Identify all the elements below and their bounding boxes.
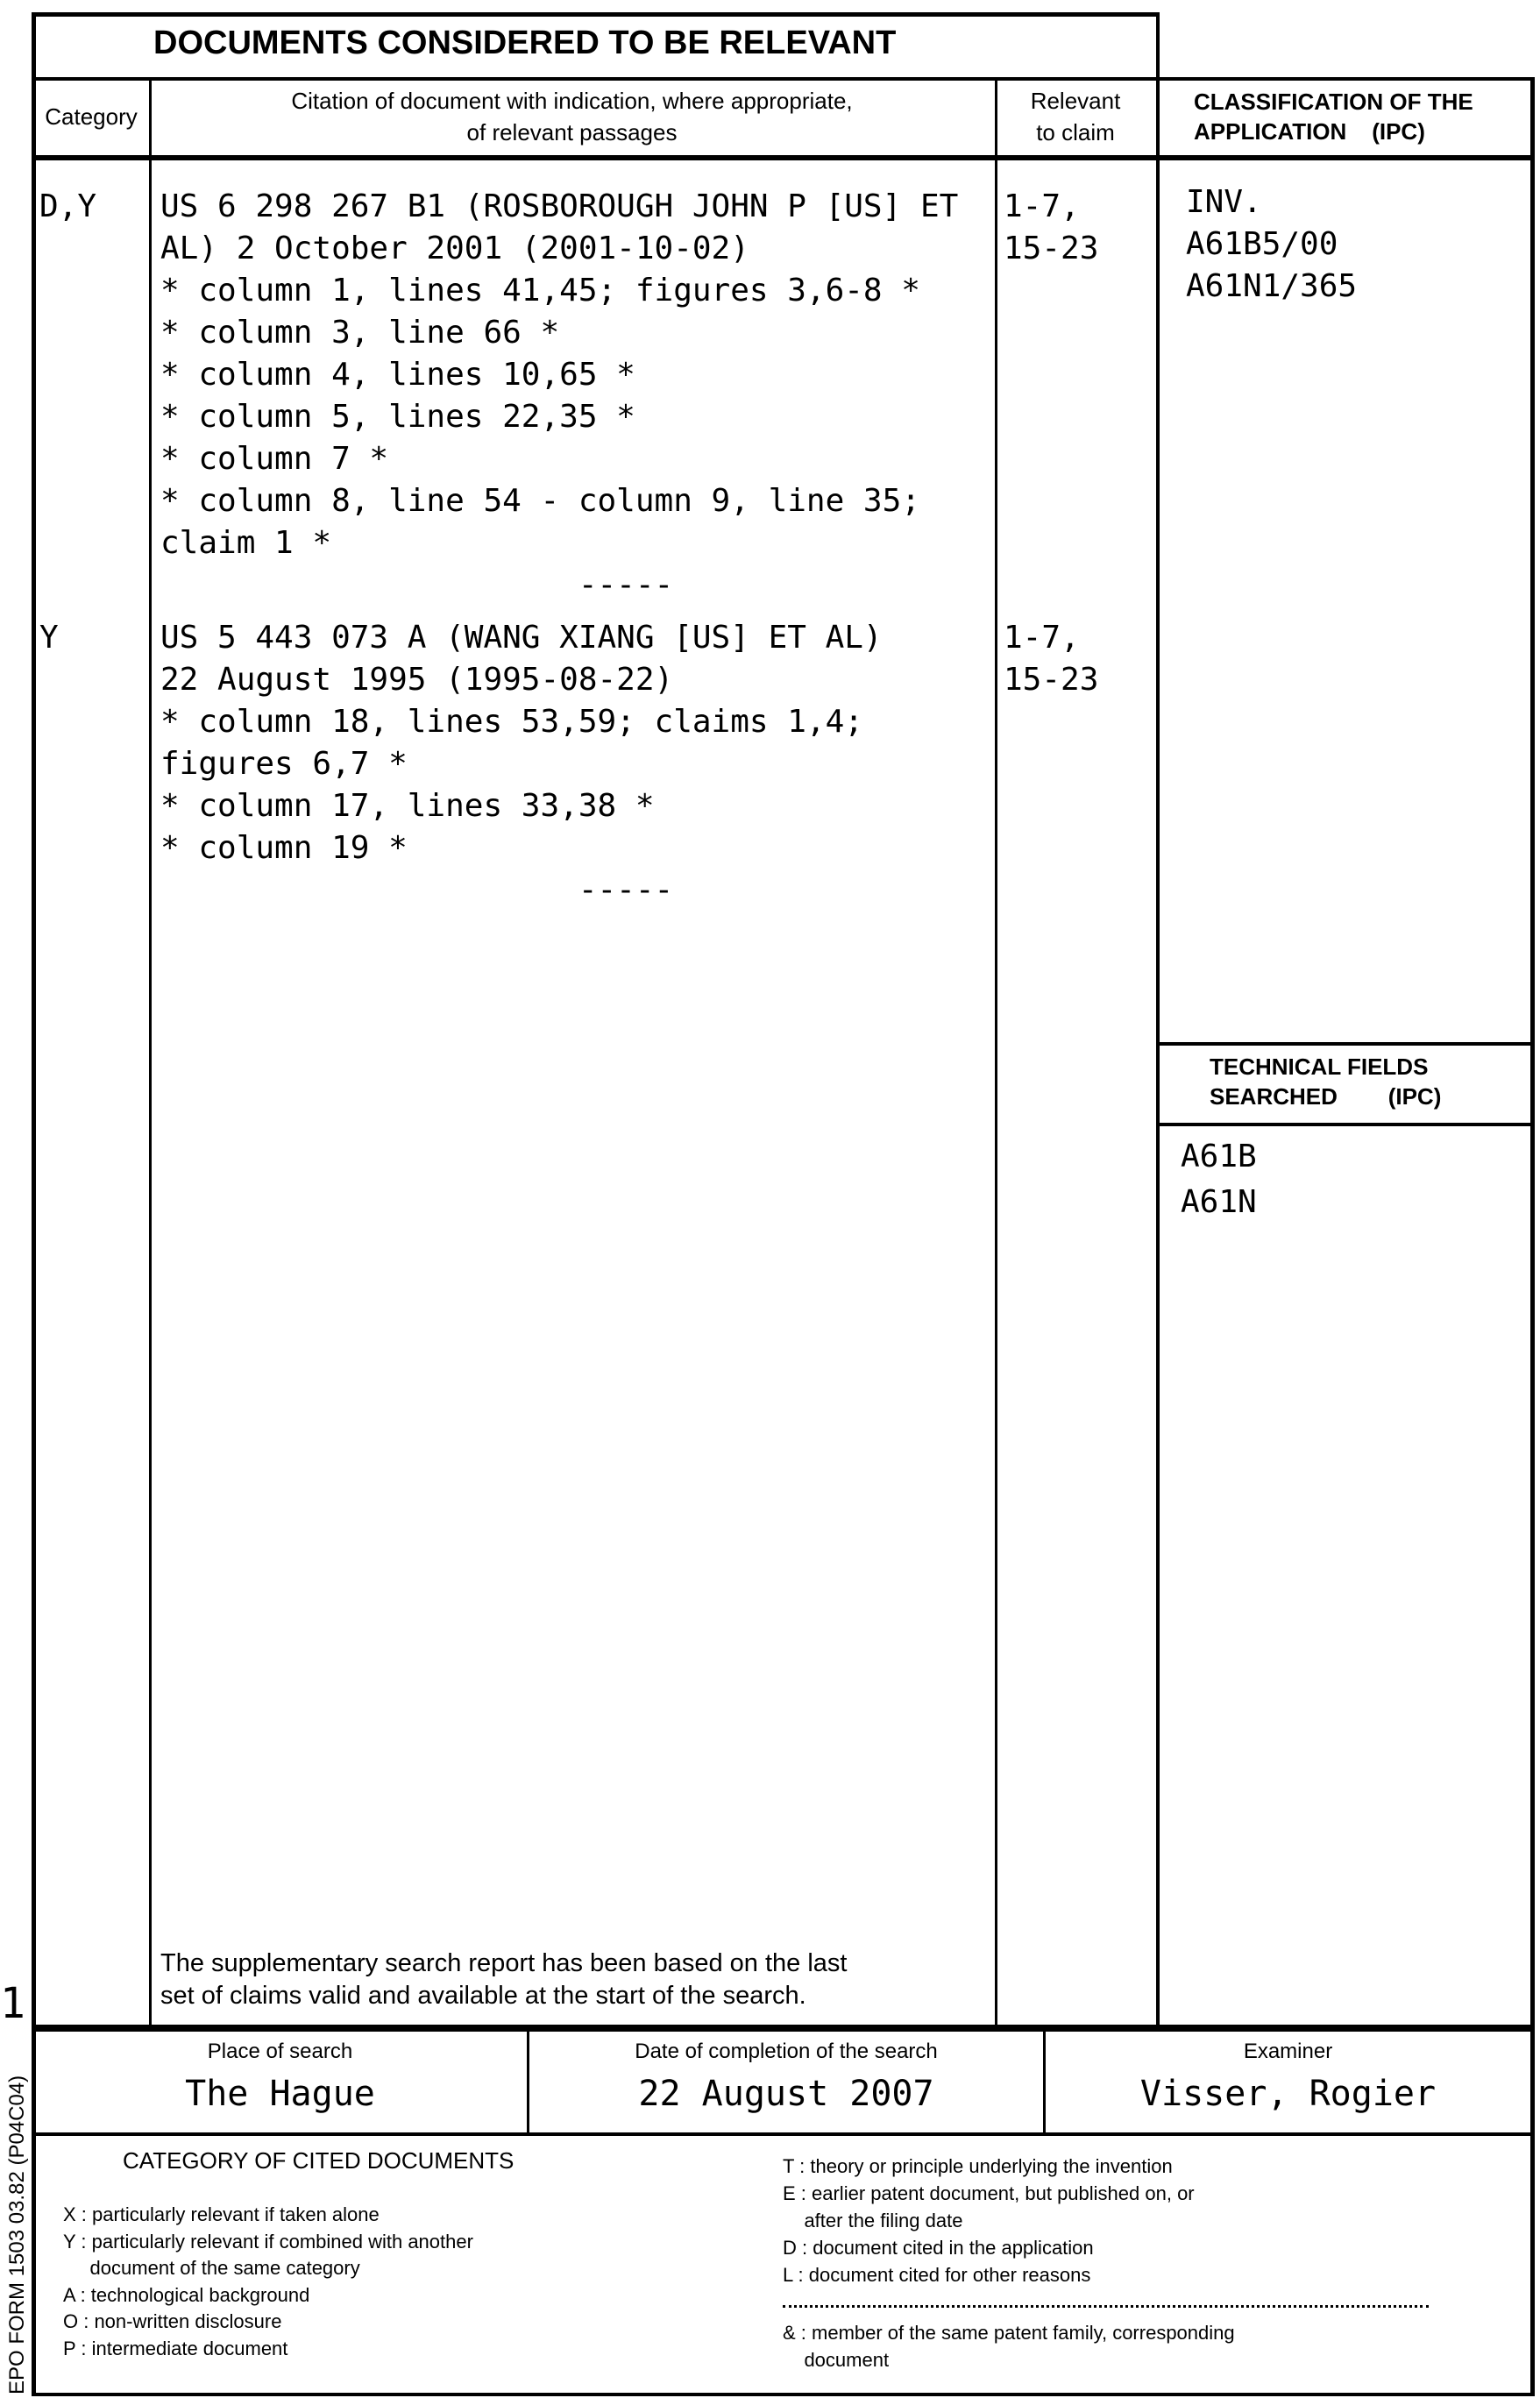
legend-left-column: X : particularly relevant if taken alone Y : particularly relevant if combined with another document of the same category A : technological background O : non-written disclosure P : intermediate document (63, 2203, 473, 2359)
legend-right-column-bottom: & : member of the same patent family, corresponding document (783, 2322, 1235, 2371)
citation-passages: US 6 298 267 B1 (ROSBOROUGH JOHN P [US] ET AL) 2 October 2001 (2001-10-02) * column 1, lines 41,45; figures 3,6-8 * * column 3, line 66 * * column 4, lines 10,65 * * column 5, lines 22,35 * * column 7 * * column 8, line 54 - column 9, line 35; claim 1 * ----- (160, 188, 959, 603)
divider-claim (995, 77, 997, 2031)
place-of-search-value: The Hague (185, 2074, 375, 2114)
legend-dotted-separator (783, 2305, 1429, 2308)
citation-relevant-claims: 1-7, 15-23 (1004, 188, 1099, 266)
supplementary-search-note: The supplementary search report has been based on the last set of claims valid and available at the start of the search. (160, 1949, 848, 2010)
border-left (32, 12, 36, 2396)
citation-passages: US 5 443 073 A (WANG XIANG [US] ET AL) 22 August 1995 (1995-08-22) * column 18, lines 53,59; claims 1,4; figures 6,7 * * column 17, lines 33,38 * * column 19 * ----- (160, 620, 883, 908)
column-header-classification: CLASSIFICATION OF THE APPLICATION (IPC) (1194, 89, 1473, 145)
citation-category: D,Y (39, 188, 97, 224)
legend-right-column-top: T : theory or principle underlying the invention E : earlier patent document, but published on, or after the filing date D : document cited in the application L : document cited for other reasons (783, 2155, 1195, 2286)
date-of-completion-value: 22 August 2007 (638, 2074, 934, 2114)
column-header-relevant: Relevant to claim (1030, 88, 1121, 145)
border-right (1530, 77, 1535, 2396)
border-bottom (32, 2393, 1535, 2396)
border-footer-mid (32, 2132, 1535, 2136)
page-title: DOCUMENTS CONSIDERED TO BE RELEVANT (153, 25, 897, 61)
date-of-completion-label: Date of completion of the search (635, 2040, 938, 2063)
border-header-top (32, 77, 1535, 81)
column-header-citation: Citation of document with indication, where appropriate, of relevant passages (291, 88, 853, 145)
legend-title: CATEGORY OF CITED DOCUMENTS (123, 2147, 515, 2174)
classification-ipc-values: INV. A61B5/00 A61N1/365 (1186, 184, 1358, 304)
border-header-bottom (32, 155, 1535, 160)
citation-relevant-claims: 1-7, 15-23 (1004, 620, 1099, 698)
border-table-bottom (32, 2025, 1535, 2032)
divider-classification (1156, 12, 1160, 2031)
border-top (32, 12, 1160, 17)
column-header-category: Category (45, 103, 138, 130)
technical-fields-values: A61B A61N (1181, 1139, 1257, 1220)
divider-category (149, 77, 152, 2031)
place-of-search-label: Place of search (207, 2040, 353, 2063)
examiner-value: Visser, Rogier (1139, 2074, 1437, 2114)
border-techfields-top (1156, 1042, 1535, 1046)
citation-category: Y (39, 620, 59, 656)
examiner-label: Examiner (1243, 2040, 1333, 2063)
technical-fields-header: TECHNICAL FIELDS SEARCHED (IPC) (1210, 1054, 1442, 1110)
epo-form-id: EPO FORM 1503 03.82 (P04C04) (5, 2075, 29, 2394)
border-techfields-bottom (1156, 1123, 1535, 1126)
sheet-number: 1 (0, 1979, 25, 2028)
